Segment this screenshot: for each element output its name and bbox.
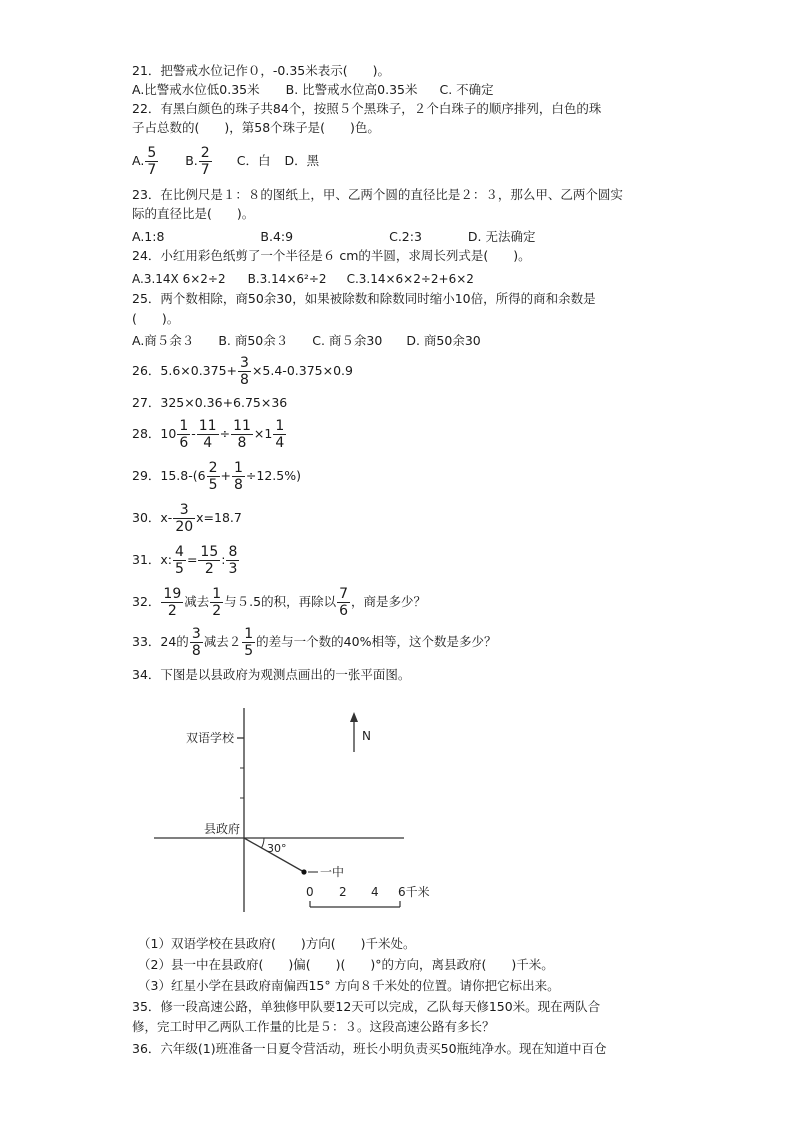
fraction-numerator: 19 [163, 586, 182, 602]
q22-stem-line2: 子占总数的( )，第58个珠子是( )色。 [132, 120, 380, 135]
q28-divide: ÷ [219, 426, 231, 441]
label-angle: 30° [267, 842, 287, 855]
q27-expression: 27．325×0.36+6.75×36 [132, 395, 288, 410]
q33-text-1: 减去２ [203, 634, 242, 649]
q22-option-c: C．白 [236, 153, 271, 168]
q21-option-a: A.比警戒水位低0.35米 [132, 82, 260, 97]
q29-fraction-1 [207, 461, 220, 492]
angle-arc [261, 838, 264, 848]
q31-fraction-2 [198, 545, 220, 576]
fraction-numerator: 8 [228, 544, 238, 560]
q34-stem: 34．下图是以县政府为观测点画出的一张平面图。 [132, 667, 411, 682]
q21-option-b: B. 比警戒水位高0.35米 [285, 82, 418, 97]
q22-option-b-label: B. [185, 153, 198, 168]
q34-sub1: （1）双语学校在县政府( )方向( )千米处。 [138, 936, 416, 951]
q31-proportion [132, 540, 240, 580]
fraction-numerator: 11 [233, 418, 251, 434]
q25-option-b: B. 商50余３ [218, 333, 289, 348]
q33-question [132, 622, 496, 662]
label-bilingual-school: 双语学校 [185, 731, 234, 745]
q24-option-c: C.3.14×6×2÷2+6×2 [346, 272, 474, 286]
fraction-denominator: 5 [208, 477, 218, 493]
q25-options [132, 332, 481, 350]
q22-option-b-fraction [199, 146, 212, 177]
q34-sub2: （2）县一中在县政府( )偏( )( )°的方向，离县政府( )千米。 [138, 957, 554, 972]
fraction-denominator: 6 [339, 603, 349, 619]
q25-option-d: D. 商50余30 [406, 333, 481, 348]
fraction-numerator: 7 [339, 586, 349, 602]
q25-stem-line1: 25．两个数相除，商50余30，如果被除数和除数同时缩小10倍，所得的商和余数是 [132, 291, 596, 306]
fraction-denominator: 6 [179, 435, 189, 451]
q29-expression [132, 456, 301, 496]
q24-options [132, 270, 474, 288]
fraction-numerator: 3 [240, 355, 249, 371]
fraction-denominator: 4 [203, 435, 213, 451]
q29-prefix: 29．15.8-(6 [132, 468, 206, 483]
fraction-denominator: 2 [167, 603, 177, 619]
q31-fraction-3 [226, 545, 239, 576]
q23-option-a: A.1:8 [132, 229, 165, 244]
q24-stem: 24．小红用彩色纸剪了一个半径是６ cm的半圆，求周长列式是( )。 [132, 248, 531, 263]
label-north: N [362, 729, 371, 743]
fraction-numerator: 1 [275, 418, 285, 434]
q26-fraction [238, 356, 251, 387]
q23-option-c: C.2:3 [389, 229, 422, 244]
q23-option-b: B.4:9 [260, 229, 294, 244]
north-arrow-head [350, 712, 358, 722]
q25-stem-line2: ( )。 [132, 311, 180, 326]
q32-text-2: 与５.5的积，再除以 [224, 594, 337, 609]
q21-options [132, 81, 494, 99]
q32-fraction-1 [161, 587, 183, 618]
q24-option-b: B.3.14×6²÷2 [247, 272, 327, 286]
fraction-denominator: 8 [240, 372, 249, 388]
q34-sub3: （3）红星小学在县政府南偏西15° 方向８千米处的位置。请你把它标出来。 [138, 978, 560, 993]
scale-label-4: 4 [371, 885, 379, 899]
q28-fraction-2 [197, 419, 219, 450]
q31-equals: = [186, 552, 198, 567]
q23-options [132, 228, 536, 246]
q23-stem-line2: 际的直径比是( )。 [132, 206, 255, 221]
q29-fraction-2 [232, 461, 245, 492]
q31-prefix: 31．x: [132, 552, 173, 567]
fraction-denominator: 5 [175, 561, 184, 577]
q32-question [132, 582, 426, 622]
fraction-numerator: 1 [233, 460, 243, 476]
fraction-denominator: 8 [237, 435, 247, 451]
q32-fraction-2 [210, 587, 223, 618]
q29-suffix: ÷12.5%) [245, 468, 301, 483]
q32-suffix: ，商是多少？ [351, 594, 427, 609]
fraction-denominator: 3 [228, 561, 238, 577]
fraction-denominator: 4 [275, 435, 285, 451]
scale-label-2: 2 [339, 885, 347, 899]
fraction-denominator: 2 [204, 561, 214, 577]
fraction-denominator: 5 [244, 643, 254, 659]
fraction-denominator: 7 [200, 162, 210, 178]
q22-option-a-label: A. [132, 153, 145, 168]
q33-fraction-2 [242, 627, 255, 658]
fraction-denominator: 2 [212, 603, 222, 619]
q32-prefix: 32． [132, 594, 161, 609]
q22-option-d: D．黑 [284, 153, 320, 168]
fraction-numerator: 4 [175, 544, 184, 560]
q28-fraction-4 [273, 419, 286, 450]
q32-text-1: 减去 [184, 594, 210, 609]
q28-prefix: 28．10 [132, 426, 177, 441]
q35-line1: 35．修一段高速公路，单独修甲队要12天可以完成，乙队每天修150米。现在两队合 [132, 999, 601, 1014]
q28-expression [132, 414, 287, 454]
q23-option-d: D. 无法确定 [467, 229, 536, 244]
q30-fraction [173, 503, 195, 534]
q31-fraction-1 [173, 545, 186, 576]
no1-school-point [301, 869, 306, 874]
fraction-denominator: 8 [233, 477, 243, 493]
scale-label-0: 0 [306, 885, 314, 899]
county-map-figure [140, 694, 430, 924]
q22-options [132, 141, 319, 181]
fraction-numerator: 1 [179, 418, 189, 434]
fraction-numerator: 15 [200, 544, 219, 560]
q32-fraction-3 [337, 587, 350, 618]
fraction-denominator: 20 [175, 519, 194, 535]
q31-colon: : [221, 552, 226, 567]
q26-expression [132, 351, 353, 391]
label-county-government: 县政府 [203, 822, 240, 836]
q21-option-c: C. 不确定 [439, 82, 494, 97]
q29-plus: + [220, 468, 231, 483]
q35-line2: 修，完工时甲乙两队工作量的比是５：３。这段高速公路有多长？ [132, 1019, 495, 1034]
q28-times: ×1 [253, 426, 273, 441]
q22-stem-line1: 22．有黑白颜色的珠子共84个，按照５个黑珠子，２个白珠子的顺序排列，白色的珠 [132, 101, 602, 116]
fraction-numerator: 1 [244, 626, 254, 642]
q30-prefix: 30．x- [132, 510, 173, 525]
fraction-numerator: 3 [191, 626, 201, 642]
q30-equation [132, 498, 242, 538]
q22-option-a-fraction [145, 146, 158, 177]
q23-stem-line1: 23．在比例尺是１：８的图纸上，甲、乙两个圆的直径比是２：３，那么甲、乙两个圆实 [132, 187, 623, 202]
fraction-denominator: 8 [191, 643, 201, 659]
q28-fraction-3 [231, 419, 253, 450]
fraction-numerator: 11 [198, 418, 217, 434]
q30-suffix: x=18.7 [196, 510, 242, 525]
q26-suffix: ×5.4-0.375×0.9 [251, 363, 353, 378]
q33-fraction-1 [190, 627, 203, 658]
q25-option-a: A.商５余３ [132, 333, 195, 348]
label-no1-school: 一中 [320, 865, 345, 879]
q24-option-a: A.3.14X 6×2÷2 [132, 272, 226, 286]
q26-prefix: 26．5.6×0.375+ [132, 363, 238, 378]
q36-line1: 36．六年级(1)班准备一日夏令营活动，班长小明负责买50瓶纯净水。现在知道中百仓 [132, 1041, 607, 1056]
q28-fraction-1 [177, 419, 190, 450]
q25-option-c: C. 商５余30 [312, 333, 383, 348]
q28-minus: - [191, 426, 196, 441]
fraction-numerator: 2 [208, 460, 218, 476]
fraction-numerator: 5 [147, 145, 157, 161]
q33-prefix: 33．24的 [132, 634, 189, 649]
fraction-denominator: 7 [147, 162, 157, 178]
fraction-numerator: 3 [173, 503, 195, 519]
q21-stem: 21．把警戒水位记作０，-0.35米表示( )。 [132, 63, 391, 78]
q33-suffix: 的差与一个数的40%相等，这个数是多少？ [256, 634, 497, 649]
fraction-numerator: 2 [200, 145, 210, 161]
scale-label-6km: 6千米 [398, 885, 430, 899]
fraction-numerator: 1 [212, 586, 222, 602]
